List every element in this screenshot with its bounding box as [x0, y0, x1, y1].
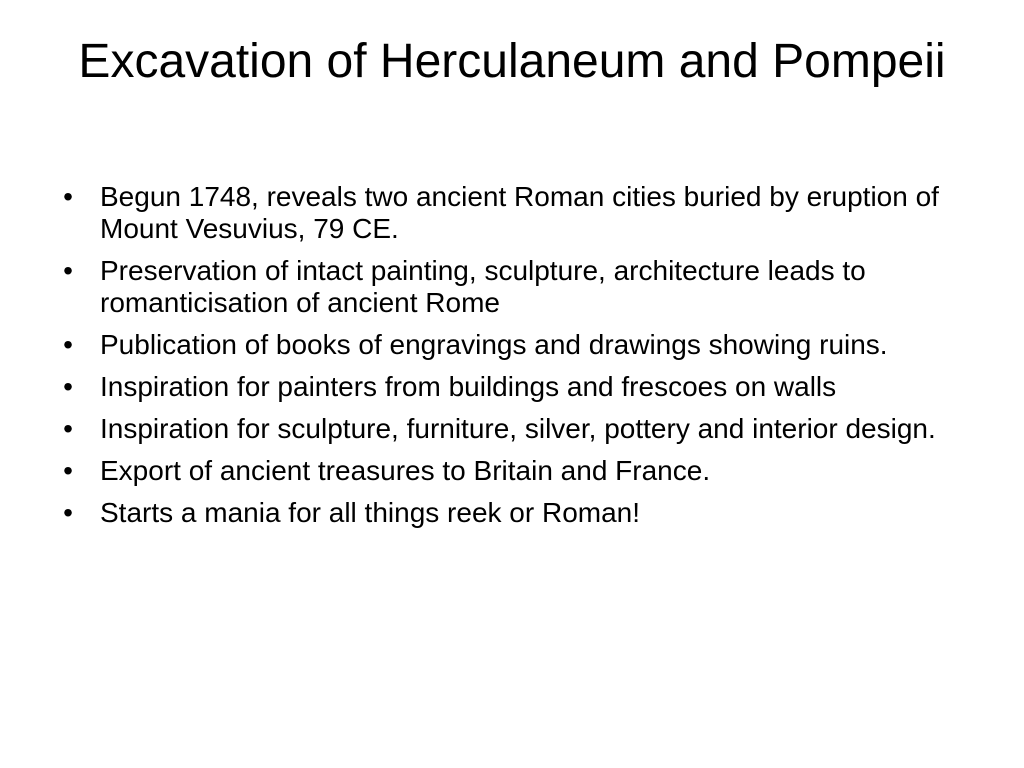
slide-title: Excavation of Herculaneum and Pompeii	[78, 35, 946, 88]
list-item	[58, 255, 978, 319]
bullet-icon: •	[63, 455, 73, 486]
bullet-icon: •	[63, 329, 73, 360]
bullet-text: Export of ancient treasures to Britain and France.	[100, 455, 711, 486]
list-item	[58, 181, 978, 245]
bullet-list	[58, 181, 978, 539]
list-item	[58, 497, 978, 529]
list-item	[58, 455, 978, 487]
bullet-icon: •	[63, 413, 73, 444]
list-item	[58, 413, 978, 445]
bullet-icon: •	[63, 255, 73, 286]
bullet-text: Starts a mania for all things reek or Roman!	[100, 497, 641, 528]
bullet-text: Begun 1748, reveals two ancient Roman cities buried by eruption of Mount Vesuvius, 79 CE.	[100, 181, 939, 244]
bullet-icon: •	[63, 371, 73, 402]
bullet-text: Inspiration for painters from buildings and frescoes on walls	[100, 371, 837, 402]
bullet-text: Preservation of intact painting, sculpture, architecture leads to romanticisation of ancient Rome	[100, 255, 866, 318]
list-item	[58, 329, 978, 361]
list-item	[58, 371, 978, 403]
bullet-text: Publication of books of engravings and drawings showing ruins.	[100, 329, 888, 360]
bullet-icon: •	[63, 181, 73, 212]
bullet-text: Inspiration for sculpture, furniture, silver, pottery and interior design.	[100, 413, 936, 444]
bullet-icon: •	[63, 497, 73, 528]
